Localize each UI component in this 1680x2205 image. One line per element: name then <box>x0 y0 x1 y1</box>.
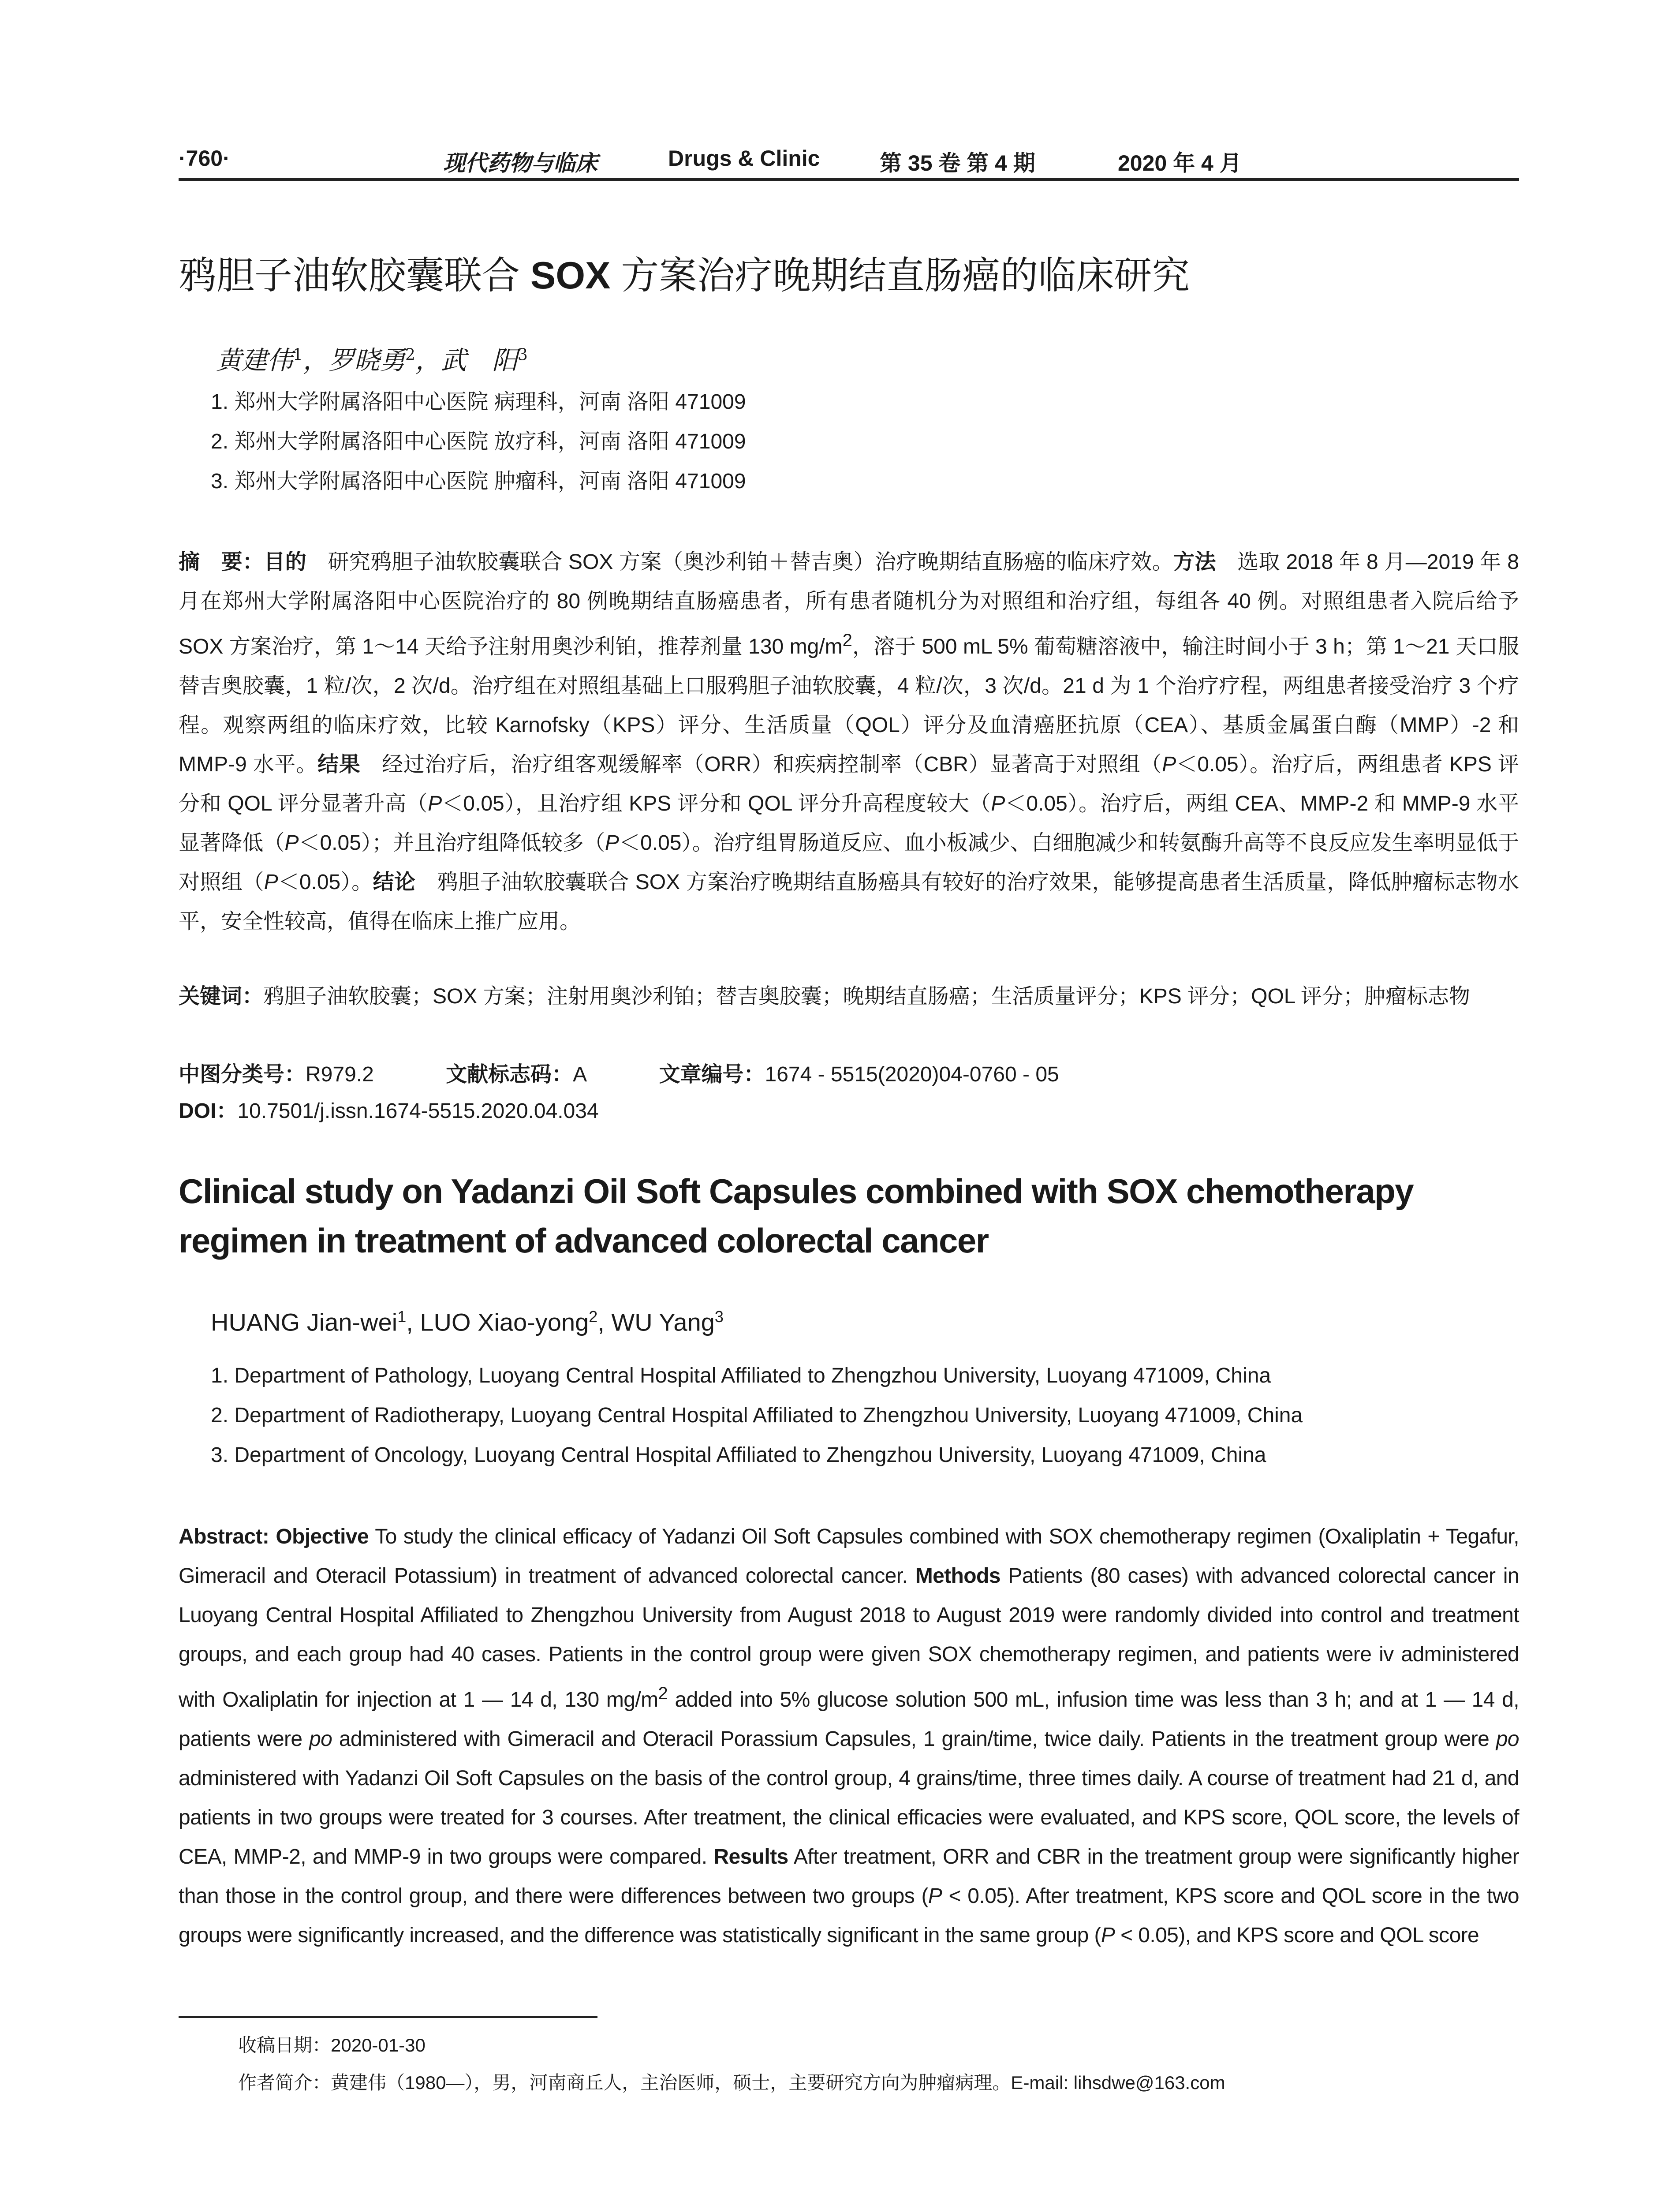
affiliation-en-3: 3. Department of Oncology, Luoyang Central Hospital Affiliated to Zhengzhou University, Luoyang 471009, China <box>211 1443 1266 1467</box>
title-cn-part1: 鸦胆子油软胶囊联合 <box>179 254 530 297</box>
objective-label: 目的 <box>264 550 307 574</box>
author-en-1-affil: 1 <box>397 1308 407 1326</box>
methods-en-text-1: Patients (80 cases) with advanced colorectal cancer in Luoyang Central Hospital Affiliated to Zhengzhou University from August 2018 to August 2019 were randomly divided into control and treatment groups, and each group had 40 cases. Patients in the control group were given SOX chemotherapy regimen, and patients were iv administered with Oxaliplatin for injection at 1 — 14 d, 130 mg/m <box>179 1564 1519 1712</box>
affiliation-en-2: 2. Department of Radiotherapy, Luoyang Central Hospital Affiliated to Zhengzhou University, Luoyang 471009, China <box>211 1404 1303 1427</box>
doi <box>179 1094 599 1124</box>
article-number-value: 1674 - 5515(2020)04-0760 - 05 <box>765 1063 1059 1086</box>
author-sep: ， <box>302 345 329 375</box>
conclusion-label: 结论 <box>373 871 416 894</box>
affiliation-cn-1: 1. 郑州大学附属洛阳中心医院 病理科，河南 洛阳 471009 <box>211 390 746 414</box>
results-text-3: ＜0.05），且治疗组 KPS 评分和 QOL 评分升高程度较大（ <box>442 792 991 815</box>
results-en-label: Results <box>713 1845 788 1869</box>
results-en-text-1: After treatment, ORR and CBR in the treatment group were significantly higher than those in the control group, and there were differences between two groups ( <box>179 1845 1519 1908</box>
conclusion-text: 鸦胆子油软胶囊联合 SOX 方案治疗晚期结直肠癌具有较好的治疗效果，能够提高患者生活质量，降低肿瘤标志物水平，安全性较高，值得在临床上推广应用。 <box>179 871 1519 933</box>
author-en-3: WU Yang <box>611 1308 715 1336</box>
p-value-letter: P <box>605 831 620 855</box>
author-en-1: HUANG Jian-wei <box>211 1308 398 1336</box>
title-cn <box>179 245 1519 299</box>
po-italic: po <box>1496 1727 1519 1751</box>
methods-text-2: ，溶于 500 mL 5% 葡萄糖溶液中，输注时间小于 3 h；第 1～21 天口服替吉奥胶囊，1 粒/次，2 次/d。治疗组在对照组基础上口服鸦胆子油软胶囊，4 粒/次，3 次/d。21 d 为 1 个治疗疗程，两组患者接受治疗 3 个疗程。观察两组的临床疗效，比较 Karnofsky（KPS）评分、生活质量（QOL）评分及血清癌胚抗原（CEA）、基质金属蛋白酶（MMP）-2 和 MMP-9 水平。 <box>179 635 1519 776</box>
abstract-cn-label: 摘 要： <box>179 550 264 574</box>
article-number-label: 文章编号： <box>659 1063 765 1086</box>
page-number: ·760· <box>179 146 230 171</box>
p-value-letter: P <box>1162 753 1176 776</box>
clc-label: 中图分类号： <box>179 1063 306 1086</box>
document-code-label: 文献标志码： <box>446 1063 573 1086</box>
results-en-text-2: < 0.05). After treatment, KPS score and QOL score in the two groups were significantly increased, and the difference was statistically significant in the same group ( <box>179 1884 1519 1947</box>
doi-label: DOI： <box>179 1099 238 1123</box>
p-value-letter: P <box>264 871 278 894</box>
keywords-label: 关键词： <box>179 985 264 1008</box>
doi-link[interactable]: 10.7501/j.issn.1674-5515.2020.04.034 <box>237 1099 599 1123</box>
p-value-letter: P <box>928 1884 942 1908</box>
classification-line <box>179 1055 1059 1094</box>
running-header <box>179 140 1519 181</box>
authors-en <box>211 1308 724 1337</box>
results-en-text-3: < 0.05), and KPS score and QOL score <box>1115 1924 1479 1947</box>
results-text-5: ＜0.05）；并且治疗组降低较多（ <box>299 831 605 855</box>
author-cn-2: 罗晓勇 <box>328 345 405 375</box>
abstract-cn <box>179 542 1519 941</box>
methods-en-text-3: administered with Gimeracil and Oteracil Porassium Capsules, 1 grain/time, twice daily. Patients in the treatment group were <box>332 1727 1496 1751</box>
author-sep: , <box>597 1308 612 1336</box>
methods-en-text-2: added into 5% glucose solution 500 mL, infusion time was less than 3 h; and at 1 — 14 d, patients were <box>179 1688 1519 1751</box>
footnote-author-bio: 作者简介：黄建伟（1980—），男，河南商丘人，主治医师，硕士，主要研究方向为肿瘤病理。E-mail: lihsdwe@163.com <box>238 2072 1225 2093</box>
abstract-en <box>179 1517 1519 1955</box>
objective-text: 研究鸦胆子油软胶囊联合 SOX 方案（奥沙利铂＋替吉奥）治疗晚期结直肠癌的临床疗效。 <box>306 550 1174 574</box>
results-text-2: ＜0.05）。治疗后，两组患者 KPS 评分和 QOL 评分显著升高（ <box>179 753 1519 815</box>
journal-name-cn: 现代药物与临床 <box>443 150 597 176</box>
p-value-letter: P <box>428 792 442 815</box>
affiliation-en-1: 1. Department of Pathology, Luoyang Central Hospital Affiliated to Zhengzhou University, Luoyang 471009, China <box>211 1364 1271 1387</box>
methods-label: 方法 <box>1173 550 1216 574</box>
affiliation-cn-3: 3. 郑州大学附属洛阳中心医院 肿瘤科，河南 洛阳 471009 <box>211 470 746 493</box>
volume-issue: 第 35 卷 第 4 期 <box>880 151 1035 176</box>
footnote-divider <box>179 2016 597 2018</box>
authors-cn <box>216 340 528 377</box>
keywords-text: 鸦胆子油软胶囊；SOX 方案；注射用奥沙利铂；替吉奥胶囊；晚期结直肠癌；生活质量评分；KPS 评分；QOL 评分；肿瘤标志物 <box>263 985 1471 1008</box>
affiliation-cn-2: 2. 郑州大学附属洛阳中心医院 放疗科，河南 洛阳 471009 <box>211 430 746 453</box>
document-code <box>446 1055 587 1094</box>
results-text-6: ＜0.05）。治疗组胃肠道反应、血小板减少、白细胞减少和转氨酶升高等不良反应发生率明显低于对照组（ <box>179 831 1519 894</box>
footnote-received-date: 收稿日期：2020-01-30 <box>238 2035 426 2056</box>
author-cn-3-affil: 3 <box>517 346 528 364</box>
title-en: Clinical study on Yadanzi Oil Soft Capsules combined with SOX chemotherapy regimen in treatment of advanced colorectal cancer <box>179 1172 1414 1260</box>
issue-date: 2020 年 4 月 <box>1118 151 1242 176</box>
clc-number <box>179 1055 374 1094</box>
results-text-4: ＜0.05）。治疗后，两组 CEA、MMP-2 和 MMP-9 水平显著降低（ <box>179 792 1519 855</box>
title-cn-part2: 方案治疗晚期结直肠癌的临床研究 <box>610 254 1190 297</box>
author-cn-1-affil: 1 <box>293 346 303 364</box>
author-sep: ， <box>415 345 441 375</box>
author-en-3-affil: 3 <box>714 1308 724 1326</box>
abstract-en-label: Abstract: Objective <box>179 1525 369 1548</box>
objective-en-text: To study the clinical efficacy of Yadanzi Oil Soft Capsules combined with SOX chemotherapy regimen (Oxaliplatin + Tegafur, Gimeracil and Oteracil Potassium) in treatment of advanced colorectal cancer. <box>179 1525 1519 1588</box>
keywords-cn <box>179 977 1519 1016</box>
results-text-1: 经过治疗后，治疗组客观缓解率（ORR）和疾病控制率（CBR）显著高于对照组（ <box>360 753 1162 776</box>
p-value-letter: P <box>1101 1924 1115 1947</box>
methods-en-superscript: 2 <box>658 1684 668 1703</box>
author-cn-2-affil: 2 <box>405 346 415 364</box>
clc-value: R979.2 <box>306 1063 374 1086</box>
methods-en-text-4: administered with Yadanzi Oil Soft Capsules on the basis of the control group, 4 grains/time, three times daily. A course of treatment had 21 d, and patients in two groups were treated for 3 courses. After treatment, the clinical efficacies were evaluated, and KPS score, QOL score, the levels of CEA, MMP-2, and MMP-9 in two groups were compared. <box>179 1767 1519 1869</box>
article-number <box>659 1055 1059 1094</box>
methods-text-1: 选取 2018 年 8 月—2019 年 8 月在郑州大学附属洛阳中心医院治疗的 80 例晚期结直肠癌患者，所有患者随机分为对照组和治疗组，每组各 40 例。对照组患者入院后给予 SOX 方案治疗，第 1～14 天给予注射用奥沙利铂，推荐剂量 130 mg/m <box>179 550 1519 658</box>
results-label: 结果 <box>317 753 361 776</box>
author-cn-1: 黄建伟 <box>216 345 293 375</box>
methods-superscript: 2 <box>842 631 852 650</box>
methods-en-label: Methods <box>915 1564 1001 1588</box>
author-cn-3: 武 阳 <box>441 345 518 375</box>
results-text-7: ＜0.05）。 <box>278 871 373 894</box>
journal-name-en: Drugs & Clinic <box>668 146 820 171</box>
document-code-value: A <box>573 1063 587 1086</box>
p-value-letter: P <box>991 792 1005 815</box>
p-value-letter: P <box>284 831 299 855</box>
author-en-2-affil: 2 <box>589 1308 598 1326</box>
author-en-2: LUO Xiao-yong <box>420 1308 589 1336</box>
author-sep: , <box>406 1308 420 1336</box>
po-italic: po <box>309 1727 332 1751</box>
title-cn-bold: SOX <box>530 254 611 297</box>
